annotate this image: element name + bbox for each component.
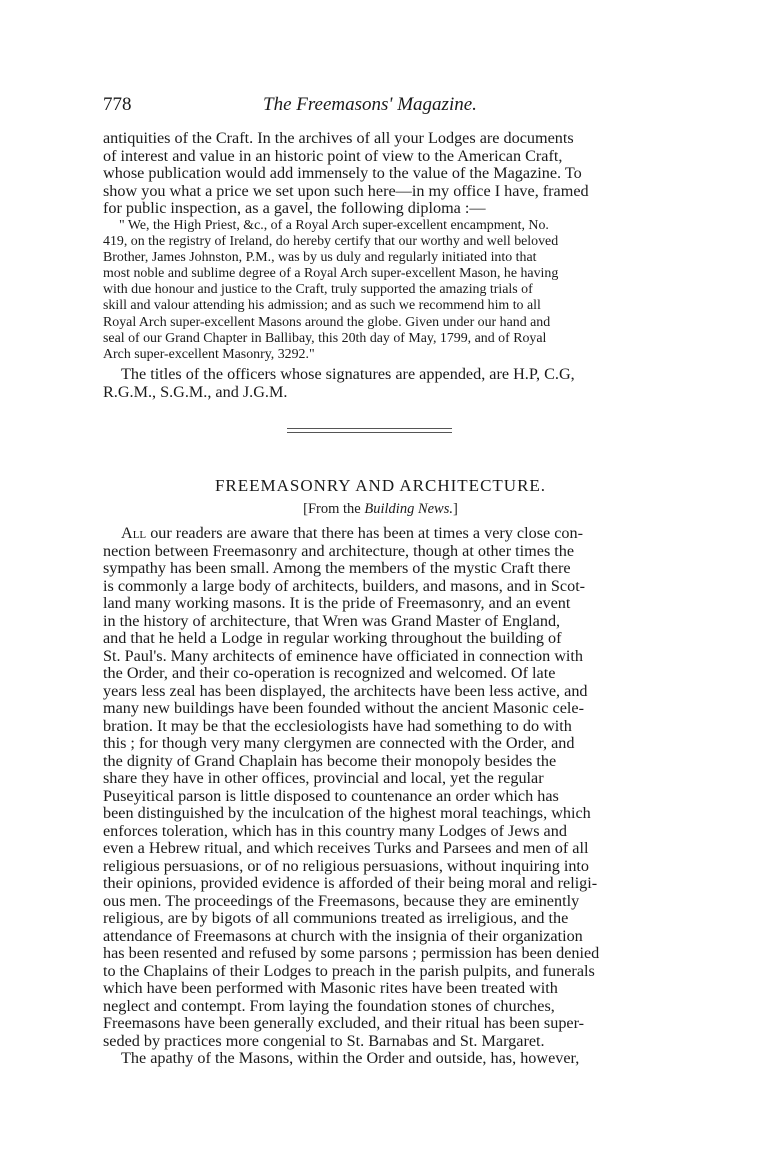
page-number: 778 <box>103 94 132 115</box>
quote-line: Brother, James Johnston, P.M., was by us duly and regularly initiated into that <box>103 250 537 266</box>
text-line: religious, are by bigots of all communions treated as irreligious, and the <box>103 910 569 927</box>
intro-paragraph <box>103 130 658 218</box>
quote-line: seal of our Grand Chapter in Ballibay, this 20th day of May, 1799, and of Royal <box>103 330 547 346</box>
text-line: The apathy of the Masons, within the Order and outside, has, however, <box>121 1050 580 1067</box>
article-source <box>103 501 658 518</box>
diploma-quote <box>103 218 658 363</box>
text-line: to the Chaplains of their Lodges to preach in the parish pulpits, and funerals <box>103 962 595 980</box>
text-line: ous men. The proceedings of the Freemasons, because they are eminently <box>103 892 580 910</box>
text-line: show you what a price we set upon such here—in my office I have, framed <box>103 182 589 200</box>
officers-paragraph <box>103 366 658 401</box>
text-line: their opinions, provided evidence is afforded of their being moral and religi- <box>103 875 598 892</box>
quote-line: " We, the High Priest, &c., of a Royal Arch super-excellent encampment, No. <box>119 218 549 233</box>
text-line: for public inspection, as a gavel, the following diploma :— <box>103 200 486 217</box>
text-line: nection between Freemasonry and architecture, though at other times the <box>103 542 575 560</box>
text-line: land many working masons. It is the pride of Freemasonry, and an event <box>103 595 571 612</box>
text-line: sympathy has been small. Among the members of the mystic Craft there <box>103 560 571 577</box>
text-line: in the history of architecture, that Wren was Grand Master of England, <box>103 612 561 630</box>
text-line: bration. It may be that the ecclesiologists have had something to do with <box>103 717 572 735</box>
text-line: is commonly a large body of architects, builders, and masons, and in Scot- <box>103 577 586 595</box>
text-line: the Order, and their co-operation is recognized and welcomed. Of late <box>103 665 556 682</box>
article-body <box>103 525 658 1068</box>
quote-line: Arch super-excellent Masonry, 3292." <box>103 346 315 362</box>
page-header <box>103 94 658 120</box>
quote-line: Royal Arch super-excellent Masons around the globe. Given under our hand and <box>103 314 551 330</box>
text-line: attendance of Freemasons at church with the insignia of their organization <box>103 927 583 945</box>
text-line: which have been performed with Masonic rites have been treated with <box>103 980 558 997</box>
text-line: this ; for though very many clergymen are connected with the Order, and <box>103 735 575 752</box>
text-line: Puseyitical parson is little disposed to countenance an order which has <box>103 787 559 805</box>
text-line: whose publication would add immensely to the value of the Magazine. To <box>103 165 582 182</box>
quote-line: skill and valour attending his admission; and as such we recommend him to all <box>103 298 541 314</box>
quote-line: most noble and sublime degree of a Royal Arch super-excellent Mason, he having <box>103 266 559 282</box>
drop-word: All <box>121 525 147 542</box>
text-line: R.G.M., S.G.M., and J.G.M. <box>103 383 288 401</box>
text-line: The titles of the officers whose signatures are appended, are H.P, C.G, <box>121 366 575 383</box>
text-line: neglect and contempt. From laying the foundation stones of churches, <box>103 997 555 1015</box>
quote-line: with due honour and justice to the Craft, truly supported the amazing trials of <box>103 282 533 298</box>
text-line: many new buildings have been founded without the ancient Masonic cele- <box>103 700 584 717</box>
text-line: religious persuasions, or of no religious persuasions, without inquiring into <box>103 857 590 875</box>
text-line: antiquities of the Craft. In the archives of all your Lodges are documents <box>103 130 574 147</box>
text-line: years less zeal has been displayed, the architects have been less active, and <box>103 682 588 700</box>
text-line: seded by practices more congenial to St. Barnabas and St. Margaret. <box>103 1032 545 1050</box>
text-line: of interest and value in an historic point of view to the American Craft, <box>103 147 563 165</box>
text-line: been distinguished by the inculcation of the highest moral teachings, which <box>103 805 591 822</box>
running-title: The Freemasons' Magazine. <box>263 94 477 115</box>
text-line: share they have in other offices, provincial and local, yet the regular <box>103 770 544 787</box>
text-line: enforces toleration, which has in this country many Lodges of Jews and <box>103 822 567 840</box>
source-name: Building News. <box>364 501 453 517</box>
text-line: has been resented and refused by some parsons ; permission has been denied <box>103 945 600 962</box>
text-line: Freemasons have been generally excluded, and their ritual has been super- <box>103 1015 585 1032</box>
quote-line: 419, on the registry of Ireland, do hereby certify that our worthy and well beloved <box>103 234 559 250</box>
text-line: and that he held a Lodge in regular working throughout the building of <box>103 630 562 647</box>
source-suffix: ] <box>453 501 458 517</box>
source-prefix: [From the <box>303 501 361 517</box>
article-title: FREEMASONRY AND ARCHITECTURE. <box>214 476 547 495</box>
text-line: the dignity of Grand Chaplain has become their monopoly besides the <box>103 752 557 770</box>
text-line: even a Hebrew ritual, and which receives Turks and Parsees and men of all <box>103 840 589 857</box>
first-line-text: our readers are aware that there has been at times a very close con- <box>150 525 583 542</box>
first-line <box>103 525 658 543</box>
text-line: St. Paul's. Many architects of eminence have officiated in connection with <box>103 647 584 665</box>
section-divider <box>287 428 452 433</box>
